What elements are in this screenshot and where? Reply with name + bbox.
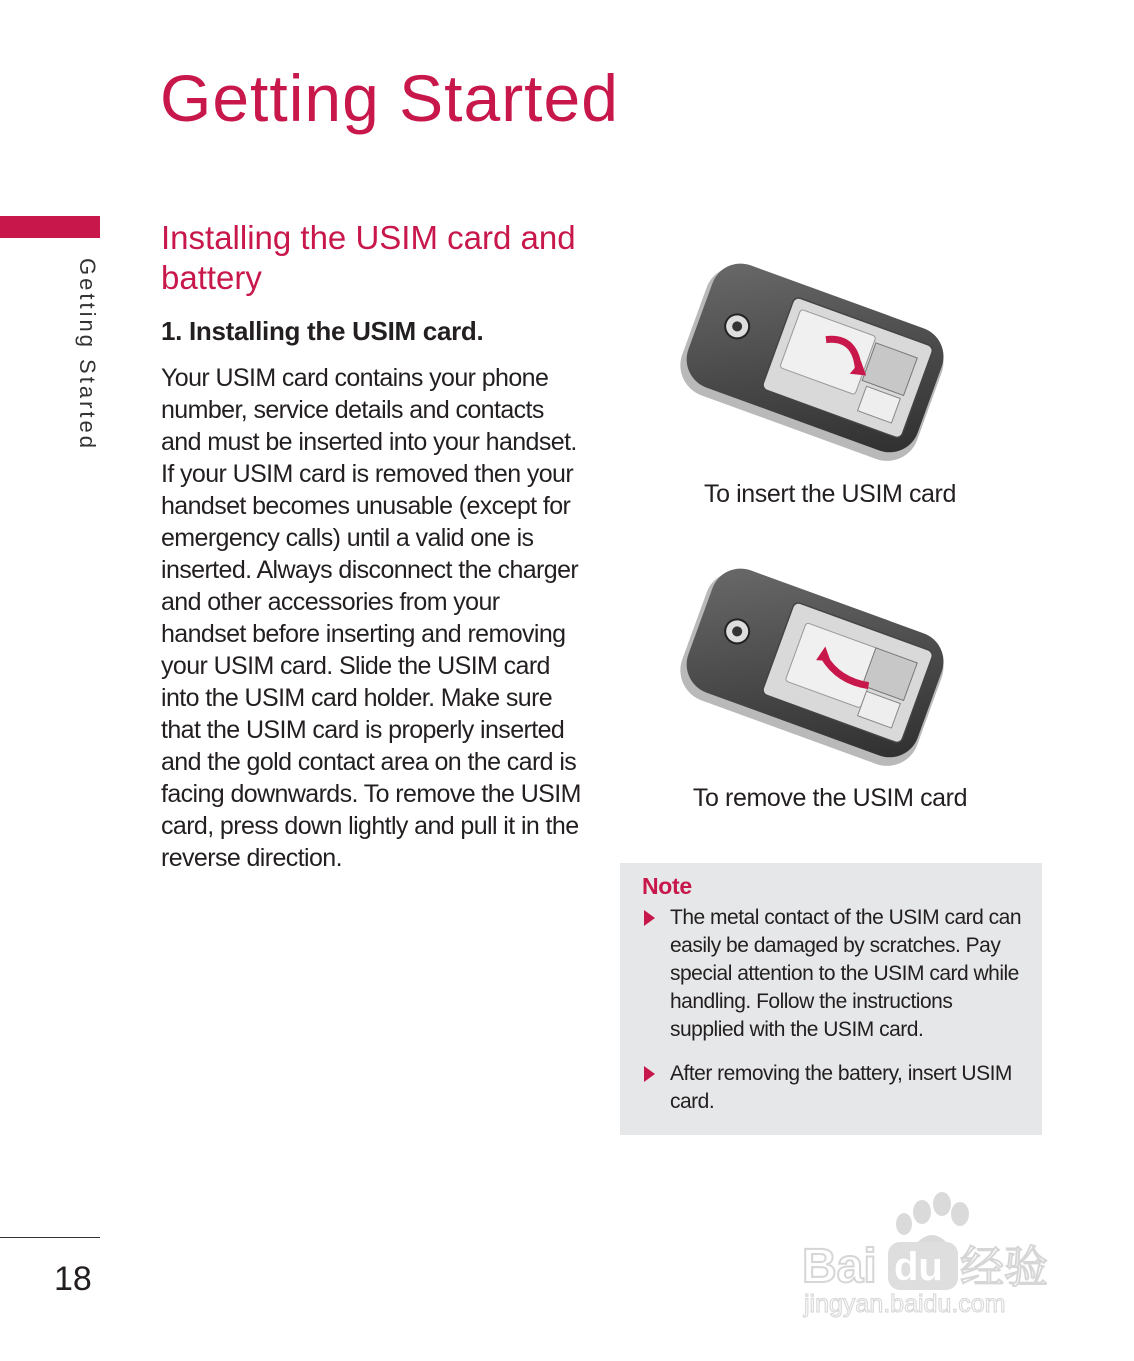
body-paragraph: Your USIM card contains your phone number, service details and contacts and must be inserted into your handset. If your USIM card is removed then your handset becomes unusable (except for emergency calls) until a valid one is inserted. Always disconnect the charger and other accessories from your handset before inserting and removing your USIM card. Slide the USIM card into the USIM card holder. Make sure that the USIM card is properly inserted and the gold contact area on the card is facing downwards. To remove the USIM card, press down lightly and pull it in the reverse direction. [161, 364, 581, 872]
svg-text:du: du [894, 1245, 943, 1289]
phone-insert-usim-illustration [668, 255, 950, 465]
svg-text:jingyan.baidu.com: jingyan.baidu.com [804, 1290, 1006, 1318]
note-list [642, 904, 1026, 1116]
note-item-text: The metal contact of the USIM card can easily be damaged by scratches. Pay special attention to the USIM card while handling. Follow the instructions supplied with the USIM card. [670, 906, 1022, 1041]
svg-text:经验: 经验 [960, 1242, 1048, 1293]
figure-caption-remove: To remove the USIM card [692, 784, 968, 812]
note-title: Note [642, 873, 692, 899]
note-item [642, 1060, 1026, 1116]
side-tab-label: Getting Started [75, 258, 100, 451]
page-number: 18 [54, 1260, 92, 1298]
triangle-bullet-icon [644, 910, 655, 926]
footer-divider [0, 1237, 100, 1238]
note-item [642, 904, 1026, 1044]
section-title: Installing the USIM card and battery [161, 219, 576, 296]
svg-text:Bai: Bai [802, 1240, 877, 1293]
note-box [620, 863, 1042, 1135]
note-item-text: After removing the battery, insert USIM card. [670, 1062, 1012, 1113]
figure-caption-insert: To insert the USIM card [703, 480, 956, 508]
subsection-title: 1. Installing the USIM card. [161, 316, 484, 346]
page-title: Getting Started [160, 61, 619, 135]
phone-remove-usim-illustration [668, 560, 950, 770]
triangle-bullet-icon [644, 1066, 655, 1082]
side-tab-marker [0, 216, 100, 238]
baidu-jingyan-watermark-logo [800, 1190, 1070, 1320]
